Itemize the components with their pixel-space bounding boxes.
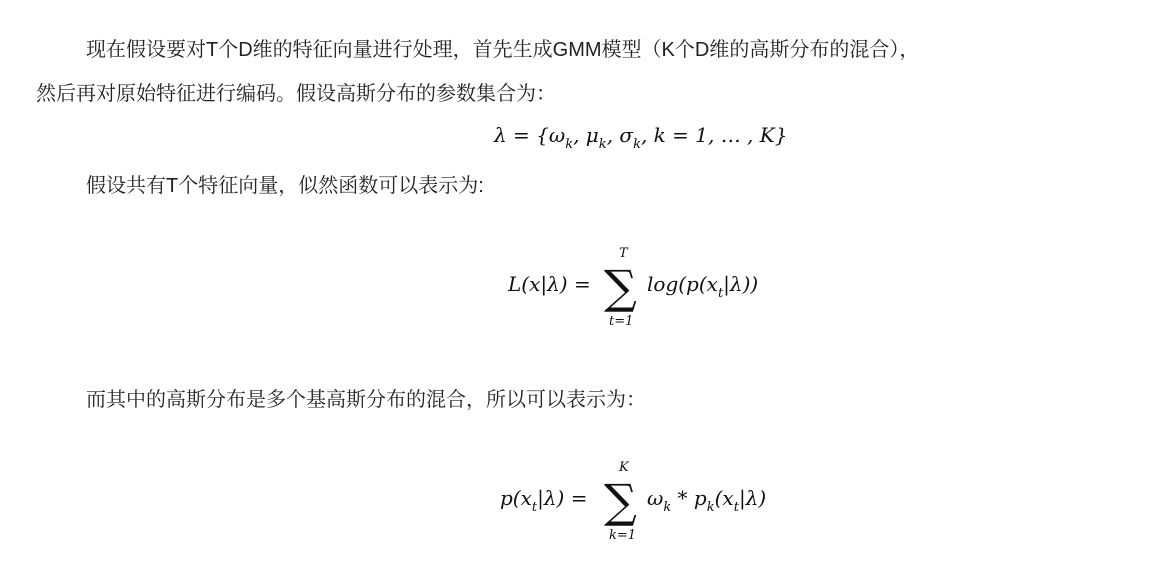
parameter-set-formula — [494, 123, 788, 152]
sum-upper-limit: K — [619, 460, 629, 475]
likelihood-lhs: L(x|λ) = — [508, 272, 591, 296]
formula-text: ω — [647, 486, 664, 510]
sum-upper-limit: T — [619, 246, 628, 261]
formula-text: p(x — [500, 486, 532, 510]
formula-subscript: k — [633, 137, 641, 152]
paragraph-likelihood: 假设共有T个特征向量，似然函数可以表示为: — [86, 175, 484, 197]
formula-text: log(p(x — [647, 272, 718, 296]
formula-subscript: k — [706, 500, 715, 515]
formula-text: , σ — [606, 123, 634, 147]
paragraph-mixture: 而其中的高斯分布是多个基高斯分布的混合，所以可以表示为： — [86, 389, 646, 411]
formula-subscript: k — [663, 500, 672, 515]
formula-text: , μ — [573, 123, 599, 147]
formula-text: |λ) = — [537, 486, 588, 510]
mixture-lhs — [500, 486, 588, 515]
formula-subscript: t — [531, 500, 538, 515]
likelihood-body — [647, 272, 759, 301]
formula-subscript: t — [717, 286, 724, 301]
formula-text: |λ) — [738, 486, 767, 510]
formula-text: (x — [714, 486, 734, 510]
summation-symbol: ∑ — [604, 260, 637, 314]
formula-subscript: k — [598, 137, 607, 152]
summation-symbol: ∑ — [604, 474, 637, 528]
paragraph-parameters: 然后再对原始特征进行编码。假设高斯分布的参数集合为： — [36, 83, 556, 105]
paragraph-intro: 现在假设要对T个D维的特征向量进行处理，首先生成GMM模型（K个D维的高斯分布的混合）， — [86, 39, 920, 61]
formula-text: , k = 1, … , K} — [640, 123, 788, 147]
sum-lower-limit: t=1 — [609, 314, 634, 329]
formula-subscript: t — [733, 500, 739, 515]
formula-text: |λ)) — [723, 272, 759, 296]
formula-text: λ = {ω — [494, 123, 566, 147]
formula-text: * p — [671, 486, 707, 510]
mixture-body — [647, 486, 767, 515]
formula-subscript: k — [565, 137, 574, 152]
sum-lower-limit: k=1 — [609, 528, 637, 543]
